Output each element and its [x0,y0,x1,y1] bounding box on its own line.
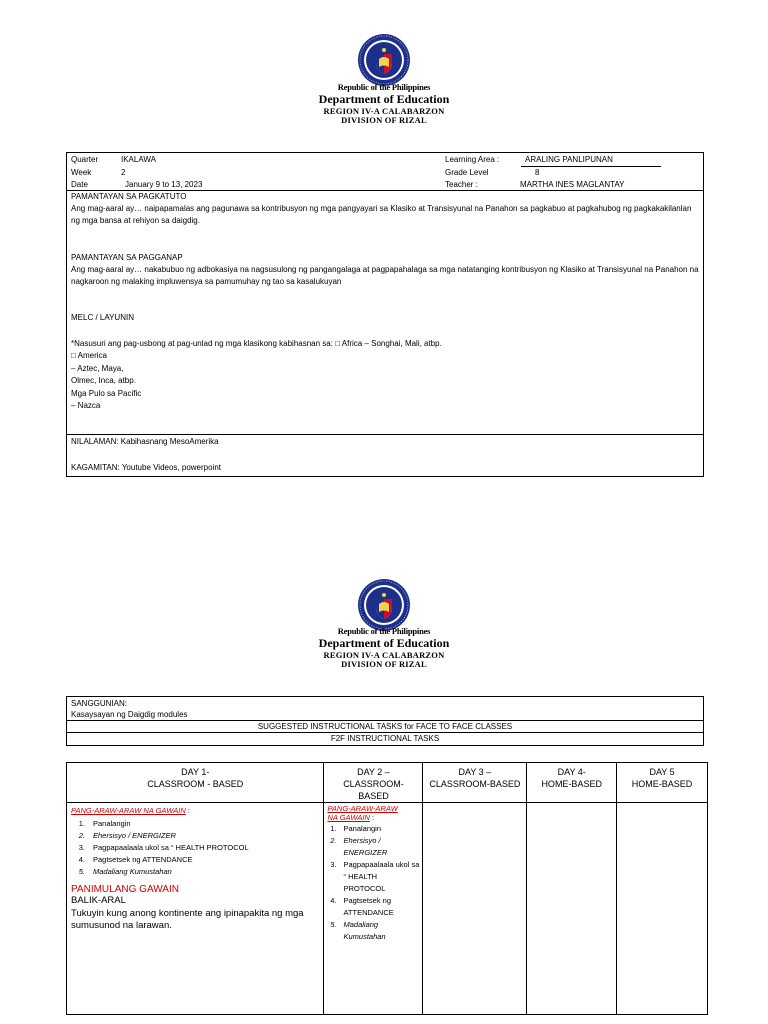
sanggunian-text: Kasaysayan ng Daigdig modules [71,710,188,719]
day3-header: DAY 3 – CLASSROOM-BASED [423,763,527,803]
list-item: 1. Panalangin [330,824,382,834]
teacher-value: MARTHA INES MAGLANTAY [520,180,625,189]
content-standard-text: Ang mag-aaral ay… naipapamalas ang pagunawa sa kontribusyon ng mga pangyayari sa Klasiko at Transisyunal na Panahon sa pagkabuo at pagkahubog ng pagkakakilanlan ng mga bansa at rehiyon sa daigdig. [71,204,692,225]
teacher-label: Teacher : [445,180,478,189]
melc-line: – Aztec, Maya, [71,363,124,373]
quarter-value: IKALAWA [121,155,156,164]
list-item: 2. Ehersisyo / ENERGIZER [330,836,388,858]
list-item: 3. Pagpapaalaala ukol sa “ HEALTH PROTOCOL [330,860,420,894]
day2-header: DAY 2 – CLASSROOM- BASED [324,763,423,803]
list-item: 1. Panalangin [78,819,131,829]
date-value: January 9 to 13, 2023 [125,180,203,189]
melc-line: Olmec, Inca, atbp. [71,376,136,386]
melc-line: Mga Pulo sa Pacific [71,388,142,398]
day4-header: DAY 4- HOME-BASED [527,763,617,803]
suggested-tasks-title: SUGGESTED INSTRUCTIONAL TASKS for FACE TO FACE CLASSES [257,722,513,731]
melc-line: □ America [71,351,107,361]
deped-seal-icon [357,33,411,87]
list-item: 5. Madaliang Kumustahan [330,920,386,942]
list-item: 5. Madaliang Kumustahan [78,867,172,877]
sources-box [66,696,704,746]
day5-header: DAY 5 HOME-BASED [617,763,708,803]
division-line: DIVISION OF RIZAL [341,659,427,670]
melc-list [71,338,442,412]
grade-level-value: 8 [535,168,540,177]
department-line: Department of Education [318,635,450,650]
republic-line: Republic of the Philippines [337,626,431,636]
list-item: 2. Ehersisyo / ENERGIZER [78,831,176,841]
kagamitan: KAGAMITAN: Youtube Videos, powerpoint [71,463,222,472]
quarter-label: Quarter [71,155,99,164]
balik-aral-title: BALIK-ARAL [71,895,126,907]
region-line: REGION IV-A CALABARZON [323,649,445,660]
melc-title: MELC / LAYUNIN [71,313,134,322]
performance-standard-title: PAMANTAYAN SA PAGGANAP [71,253,183,262]
melc-line: – Nazca [71,400,101,410]
list-item: 4. Pagtsetsek ng ATTENDANCE [78,855,193,865]
day1-routine-list [71,818,319,878]
day5-cell [617,803,708,1015]
learning-area-value: ARALING PANLIPUNAN [521,154,661,167]
day2-routine-list [327,823,419,943]
day2-cell: PANG-ARAW-ARAW NA GAWAIN : 1. Panalangin 2. Ehersisyo / ENERGIZER 3. Pagpapaalaala ukol sa “ HEALTH PROTOCOL 4. Pagtsetsek ng ATTENDANCE 5. Madaliang Kumustahan [324,803,423,1015]
deped-seal-icon [357,578,411,632]
republic-line: Republic of the Philippines [337,82,431,92]
day2-routine-title: PANG-ARAW-ARAW [327,804,398,814]
melc-line: *Nasusuri ang pag-usbong at pag-unlad ng mga klasikong kabihasnan sa: □ Africa – Songhai, Mali, atbp. [71,339,442,348]
day1-header: DAY 1- CLASSROOM - BASED [67,763,324,803]
list-item: 4. Pagtsetsek ng ATTENDANCE [330,896,394,918]
week-value: 2 [121,168,126,177]
list-item: 3. Pagpapaalaala ukol sa “ HEALTH PROTOCOL [78,843,249,853]
letterhead [0,83,768,126]
day1-task-text: Tukuyin kung anong kontinente ang ipinapakita ng mga sumusunod na larawan. [71,907,304,932]
performance-standard-text: Ang mag-aaral ay… nakabubuo ng adbokasiya na nagsusulong ng pangangalaga at pagpapahalaga sa mga natatanging kontribusyon ng Klasiko at Transisyunal na Panahon na nagkaroon ng malaking impluwensya sa pamumuhay ng tao sa kasalukuyan [71,265,699,286]
grade-level-label: Grade Level [445,168,489,177]
department-line: Department of Education [318,91,450,106]
days-table [66,762,708,1015]
lesson-info-box [66,152,704,477]
day1-routine-title: PANG-ARAW-ARAW NA GAWAIN [71,806,186,816]
content-standard-title: PAMANTAYAN SA PAGKATUTO [71,192,187,201]
f2f-tasks-title: F2F INSTRUCTIONAL TASKS [330,734,440,743]
division-line: DIVISION OF RIZAL [341,115,427,126]
letterhead [0,627,768,670]
performance-standard [71,252,699,288]
panimulang-gawain-title: PANIMULANG GAWAIN [71,884,179,896]
region-line: REGION IV-A CALABARZON [323,105,445,116]
learning-area-label: Learning Area : [445,155,500,164]
content-standard [71,191,699,227]
week-label: Week [71,168,92,177]
day1-cell: PANG-ARAW-ARAW NA GAWAIN : 1. Panalangin 2. Ehersisyo / ENERGIZER 3. Pagpapaalaala ukol sa “ HEALTH PROTOCOL 4. Pagtsetsek ng ATTENDANCE 5. Madaliang Kumustahan PANIMULANG GAWAIN BALIK-ARAL Tukuyin kung anong kontinente ang ipinapakita ng mga sumusunod na larawan. [67,803,324,1015]
day4-cell [527,803,617,1015]
sanggunian-label: SANGGUNIAN: [71,699,128,708]
date-label: Date [71,180,88,189]
day3-cell [423,803,527,1015]
nilalaman: NILALAMAN: Kabihasnang MesoAmerika [71,437,219,446]
